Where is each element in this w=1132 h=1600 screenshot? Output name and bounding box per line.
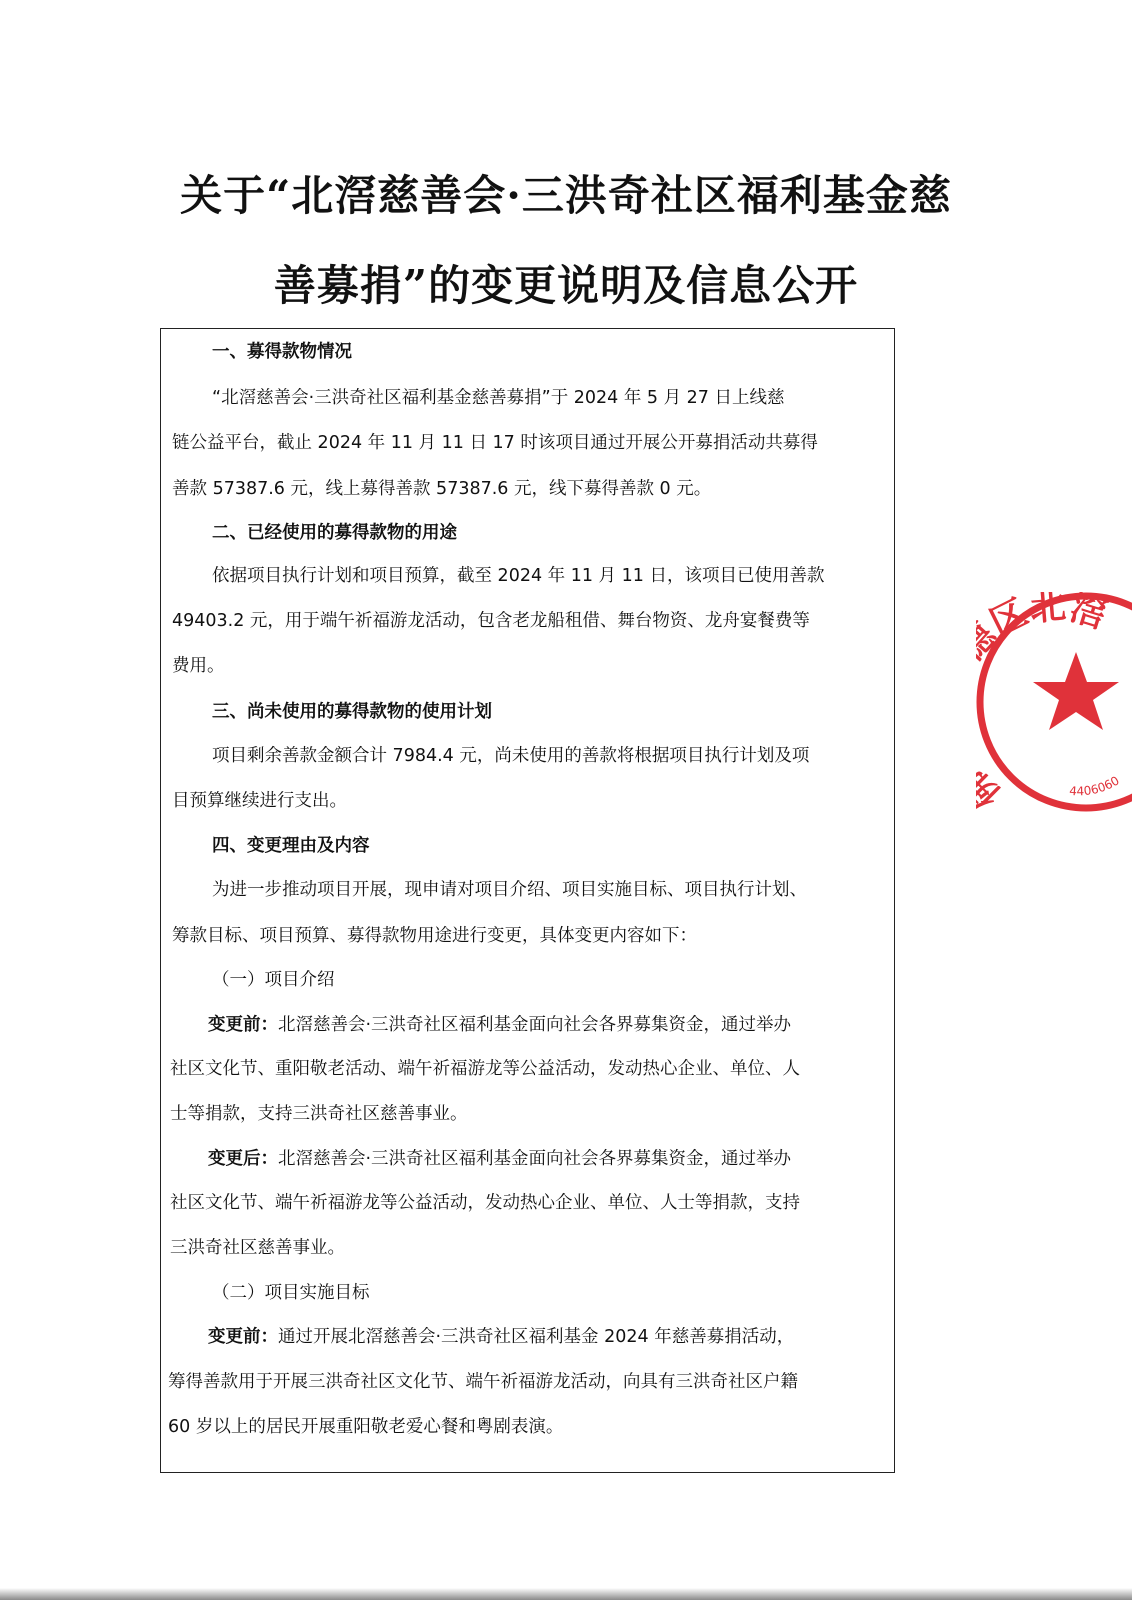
before-label: 变更前： xyxy=(208,1327,278,1347)
document-title-line-2: 善募捐”的变更说明及信息公开 xyxy=(273,261,859,310)
before-label: 变更前： xyxy=(208,1015,278,1035)
official-seal-stamp xyxy=(976,592,1132,812)
section-4-heading: 四、变更理由及内容 xyxy=(212,836,370,856)
subsection-1-before-line: 社区文化节、重阳敬老活动、端午祈福游龙等公益活动，发动热心企业、单位、人 xyxy=(170,1059,800,1079)
document-title-line-1: 关于“北滘慈善会·三洪奇社区福利基金慈 xyxy=(180,171,952,220)
section-3-paragraph-line: 目预算继续进行支出。 xyxy=(172,791,347,811)
section-1-paragraph-line: 善款 57387.6 元，线上募得善款 57387.6 元，线下募得善款 0 元。 xyxy=(172,479,712,499)
subsection-2-before-line xyxy=(208,1329,794,1347)
subsection-1-before-line xyxy=(208,1017,791,1035)
subsection-1-after-line: 三洪奇社区慈善事业。 xyxy=(170,1238,345,1258)
section-1-paragraph-line: 链公益平台，截止 2024 年 11 月 11 日 17 时该项目通过开展公开募捐活动共募得 xyxy=(172,433,818,453)
section-2-paragraph-line: 49403.2 元，用于端午祈福游龙活动，包含老龙船租借、舞台物资、龙舟宴餐费等 xyxy=(172,611,810,631)
subsection-1-heading: （一）项目介绍 xyxy=(212,970,335,990)
section-1-paragraph-line: “北滘慈善会·三洪奇社区福利基金慈善募捐”于 2024 年 5 月 27 日上线慈 xyxy=(212,388,785,408)
before-text: 北滘慈善会·三洪奇社区福利基金面向社会各界募集资金，通过举办 xyxy=(278,1015,792,1035)
section-3-paragraph-line: 项目剩余善款金额合计 7984.4 元，尚未使用的善款将根据项目执行计划及项 xyxy=(212,746,810,766)
seal-graphic xyxy=(976,592,1132,812)
section-3-heading: 三、尚未使用的募得款物的使用计划 xyxy=(212,702,492,722)
after-text: 北滘慈善会·三洪奇社区福利基金面向社会各界募集资金，通过举办 xyxy=(278,1149,792,1169)
section-1-heading: 一、募得款物情况 xyxy=(212,342,352,362)
seal-text: 区北滘 xyxy=(983,592,1112,645)
section-4-paragraph-line: 筹款目标、项目预算、募得款物用途进行变更，具体变更内容如下： xyxy=(172,926,697,946)
star-icon xyxy=(1033,652,1119,730)
section-2-heading: 二、已经使用的募得款物的用途 xyxy=(212,523,457,543)
subsection-2-before-line: 60 岁以上的居民开展重阳敬老爱心餐和粤剧表演。 xyxy=(168,1417,564,1437)
subsection-1-after-line: 社区文化节、端午祈福游龙等公益活动，发动热心企业、单位、人士等捐款，支持 xyxy=(170,1193,800,1213)
subsection-1-after-line xyxy=(208,1151,791,1169)
after-label: 变更后： xyxy=(208,1149,278,1169)
section-4-paragraph-line: 为进一步推动项目开展，现申请对项目介绍、项目实施目标、项目执行计划、 xyxy=(212,880,807,900)
before-text: 通过开展北滘慈善会·三洪奇社区福利基金 2024 年慈善募捐活动， xyxy=(278,1327,795,1347)
subsection-2-before-line: 筹得善款用于开展三洪奇社区文化节、端午祈福游龙活动，向具有三洪奇社区户籍 xyxy=(168,1372,798,1392)
seal-number: 4406060 xyxy=(1068,773,1122,799)
subsection-1-before-line: 士等捐款，支持三洪奇社区慈善事业。 xyxy=(170,1104,468,1124)
section-2-paragraph-line: 费用。 xyxy=(172,656,225,676)
scan-edge-shadow xyxy=(0,1588,1132,1600)
section-2-paragraph-line: 依据项目执行计划和项目预算，截至 2024 年 11 月 11 日，该项目已使用善款 xyxy=(212,566,825,586)
subsection-2-heading: （二）项目实施目标 xyxy=(212,1283,370,1303)
